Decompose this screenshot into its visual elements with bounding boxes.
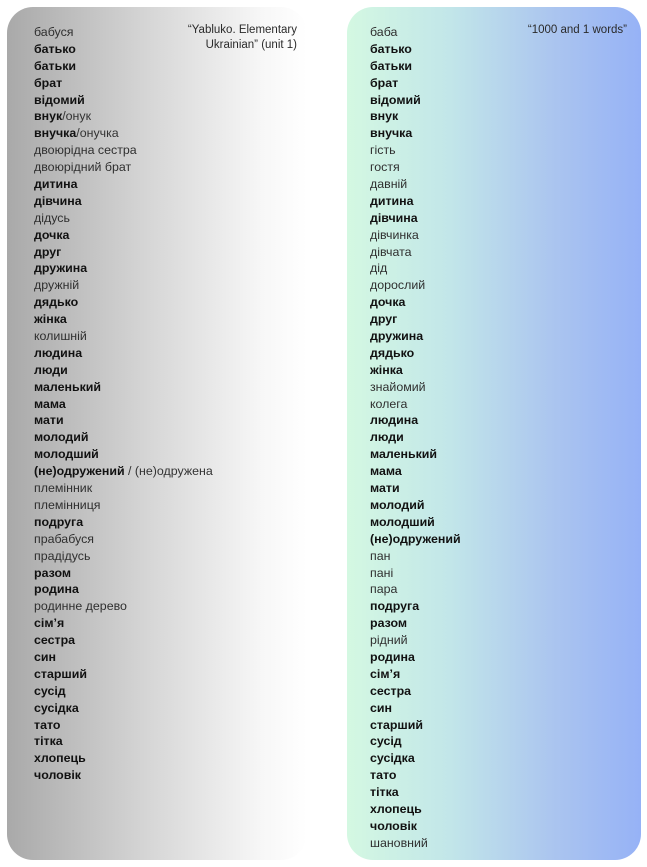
word-item <box>34 565 213 582</box>
word-item <box>370 75 461 92</box>
word-item <box>34 412 213 429</box>
word-item <box>370 801 461 818</box>
word-item <box>34 159 213 176</box>
word-item <box>34 666 213 683</box>
word-item <box>370 41 461 58</box>
word-text: старший <box>34 666 87 681</box>
word-item <box>370 531 461 548</box>
word-item <box>370 294 461 311</box>
word-text: бабуся <box>34 25 74 39</box>
word-text: батьки <box>34 58 77 73</box>
word-item <box>34 294 213 311</box>
word-text: люди <box>370 430 404 445</box>
word-item <box>370 632 461 649</box>
word-item <box>370 581 461 598</box>
word-item <box>34 125 213 142</box>
word-item <box>370 514 461 531</box>
word-variant: / (не)одружена <box>124 464 213 479</box>
word-text: мама <box>370 464 402 479</box>
word-item <box>34 108 213 125</box>
word-item <box>34 700 213 717</box>
word-item <box>34 632 213 649</box>
word-text: молодий <box>370 497 425 512</box>
word-item <box>34 683 213 700</box>
word-text: людина <box>34 345 83 360</box>
word-item <box>370 548 461 565</box>
word-text: дочка <box>34 227 70 242</box>
word-text: баба <box>370 25 398 39</box>
word-item <box>34 362 213 379</box>
word-item <box>370 176 461 193</box>
word-text: пані <box>370 565 394 580</box>
word-item <box>370 379 461 396</box>
word-text: тітка <box>34 734 63 749</box>
word-variant: /онучка <box>76 126 119 141</box>
word-item <box>370 108 461 125</box>
word-item <box>370 565 461 582</box>
source-title-1000-words: “1000 and 1 words” <box>527 24 627 36</box>
word-item <box>34 514 213 531</box>
word-item <box>34 58 213 75</box>
word-item <box>34 142 213 159</box>
word-text: подруга <box>370 599 420 614</box>
word-item <box>34 24 213 41</box>
word-item <box>370 683 461 700</box>
word-item <box>370 92 461 109</box>
word-text: племінниця <box>34 497 101 512</box>
word-item <box>34 396 213 413</box>
word-item <box>34 497 213 514</box>
word-text: внучка <box>34 126 77 141</box>
word-text: маленький <box>370 447 438 462</box>
word-text: людина <box>370 413 419 428</box>
word-item <box>34 244 213 261</box>
word-text: чоловік <box>370 818 417 833</box>
word-text: батьки <box>370 58 413 73</box>
word-item <box>34 345 213 362</box>
word-item <box>34 733 213 750</box>
word-text: дитина <box>370 193 414 208</box>
source-title-yabluko: “Yabluko. Elementary Ukrainian” (unit 1) <box>187 24 297 51</box>
word-text: (не)одружений <box>370 531 461 546</box>
word-item <box>370 311 461 328</box>
word-text: син <box>34 649 56 664</box>
word-text: мати <box>34 413 64 428</box>
word-item <box>370 58 461 75</box>
word-text: шановний <box>370 835 428 850</box>
word-item <box>34 615 213 632</box>
word-item <box>370 497 461 514</box>
word-text: молодший <box>34 447 99 462</box>
word-text: прадідусь <box>34 548 91 563</box>
word-item <box>34 750 213 767</box>
word-item <box>34 429 213 446</box>
word-text: родина <box>34 582 79 597</box>
word-item <box>34 531 213 548</box>
word-text: дорослий <box>370 278 426 293</box>
word-text: маленький <box>34 379 102 394</box>
word-item <box>34 260 213 277</box>
word-text: дідусь <box>34 210 70 225</box>
word-text: двоюрідний брат <box>34 160 132 175</box>
word-text: колега <box>370 396 408 411</box>
word-item <box>370 480 461 497</box>
word-text: батько <box>370 41 412 56</box>
word-text: дід <box>370 261 388 276</box>
word-item <box>34 311 213 328</box>
word-text: пан <box>370 548 391 563</box>
word-text: сестра <box>370 683 412 698</box>
word-text: дівчина <box>34 193 82 208</box>
word-text: відомий <box>34 92 85 107</box>
word-text: сусід <box>370 734 402 749</box>
word-item <box>34 379 213 396</box>
word-text: давній <box>370 177 408 192</box>
word-item <box>34 277 213 294</box>
word-item <box>370 733 461 750</box>
frequency-vocabulary-card <box>347 7 641 860</box>
word-item <box>370 24 461 41</box>
word-text: разом <box>34 565 72 580</box>
word-item <box>370 767 461 784</box>
word-text: мати <box>370 481 400 496</box>
word-text: дядько <box>34 295 79 310</box>
word-text: тато <box>370 768 397 783</box>
word-text: гість <box>370 143 396 158</box>
word-text: дитина <box>34 177 78 192</box>
word-text: (не)одружений <box>34 464 125 479</box>
word-item <box>370 396 461 413</box>
word-item <box>34 176 213 193</box>
word-variant: /онук <box>62 109 91 124</box>
word-text: сусідка <box>34 700 79 715</box>
word-item <box>34 649 213 666</box>
word-item <box>34 548 213 565</box>
word-item <box>370 784 461 801</box>
word-text: сусідка <box>370 751 415 766</box>
word-text: старший <box>370 717 423 732</box>
word-item <box>370 260 461 277</box>
word-text: друг <box>370 312 398 327</box>
word-item <box>370 244 461 261</box>
word-item <box>370 463 461 480</box>
word-item <box>34 480 213 497</box>
word-text: люди <box>34 362 68 377</box>
word-item <box>370 159 461 176</box>
word-text: дівчина <box>370 210 418 225</box>
word-item <box>34 581 213 598</box>
word-item <box>370 446 461 463</box>
word-text: дядько <box>370 345 415 360</box>
word-text: молодий <box>34 430 89 445</box>
word-text: відомий <box>370 92 421 107</box>
textbook-vocabulary-card <box>7 7 307 860</box>
word-text: родинне дерево <box>34 599 127 614</box>
word-text: син <box>370 700 392 715</box>
word-item <box>370 210 461 227</box>
word-text: брат <box>370 75 399 90</box>
textbook-word-list <box>34 24 213 784</box>
word-item <box>34 446 213 463</box>
word-item <box>34 717 213 734</box>
word-text: колишній <box>34 329 87 344</box>
word-text: дружній <box>34 278 80 293</box>
word-item <box>34 463 213 480</box>
word-text: двоюрідна сестра <box>34 143 137 158</box>
word-text: хлопець <box>370 801 422 816</box>
word-text: молодший <box>370 514 435 529</box>
word-text: дівчинка <box>370 227 419 242</box>
word-item <box>370 835 461 852</box>
word-text: сім’я <box>34 616 65 631</box>
word-item <box>34 75 213 92</box>
word-item <box>370 818 461 835</box>
word-text: батько <box>34 41 76 56</box>
word-item <box>34 92 213 109</box>
word-item <box>34 210 213 227</box>
word-text: рідний <box>370 633 408 648</box>
word-item <box>370 649 461 666</box>
word-item <box>370 328 461 345</box>
word-text: друг <box>34 244 62 259</box>
word-text: разом <box>370 616 408 631</box>
word-text: сестра <box>34 633 76 648</box>
word-text: жінка <box>370 362 403 377</box>
word-item <box>370 142 461 159</box>
word-text: жінка <box>34 312 67 327</box>
word-text: пара <box>370 582 398 597</box>
word-text: тітка <box>370 785 399 800</box>
word-text: племінник <box>34 481 93 496</box>
word-text: внук <box>370 109 399 124</box>
word-item <box>34 328 213 345</box>
word-text: чоловік <box>34 768 81 783</box>
word-item <box>370 598 461 615</box>
word-text: мама <box>34 396 66 411</box>
word-item <box>370 125 461 142</box>
word-text: подруга <box>34 514 84 529</box>
word-item <box>370 750 461 767</box>
word-text: родина <box>370 649 415 664</box>
word-text: внук <box>34 109 63 124</box>
word-text: сім’я <box>370 666 401 681</box>
word-text: гостя <box>370 160 400 175</box>
word-item <box>34 598 213 615</box>
word-item <box>34 41 213 58</box>
word-text: прабабуся <box>34 531 94 546</box>
word-item <box>370 700 461 717</box>
word-item <box>370 362 461 379</box>
word-text: знайомий <box>370 379 426 394</box>
word-text: сусід <box>34 683 66 698</box>
word-text: внучка <box>370 126 413 141</box>
word-text: хлопець <box>34 751 86 766</box>
word-text: дружина <box>34 261 88 276</box>
word-item <box>370 227 461 244</box>
word-item <box>34 227 213 244</box>
word-item <box>370 717 461 734</box>
word-item <box>370 429 461 446</box>
word-item <box>370 345 461 362</box>
word-text: тато <box>34 717 61 732</box>
word-item <box>370 615 461 632</box>
frequency-word-list <box>370 24 461 852</box>
word-item <box>370 277 461 294</box>
word-item <box>370 666 461 683</box>
word-item <box>34 193 213 210</box>
word-text: дочка <box>370 295 406 310</box>
word-text: брат <box>34 75 63 90</box>
word-item <box>370 193 461 210</box>
word-item <box>34 767 213 784</box>
word-text: дружина <box>370 329 424 344</box>
word-item <box>370 412 461 429</box>
word-text: дівчата <box>370 244 412 259</box>
